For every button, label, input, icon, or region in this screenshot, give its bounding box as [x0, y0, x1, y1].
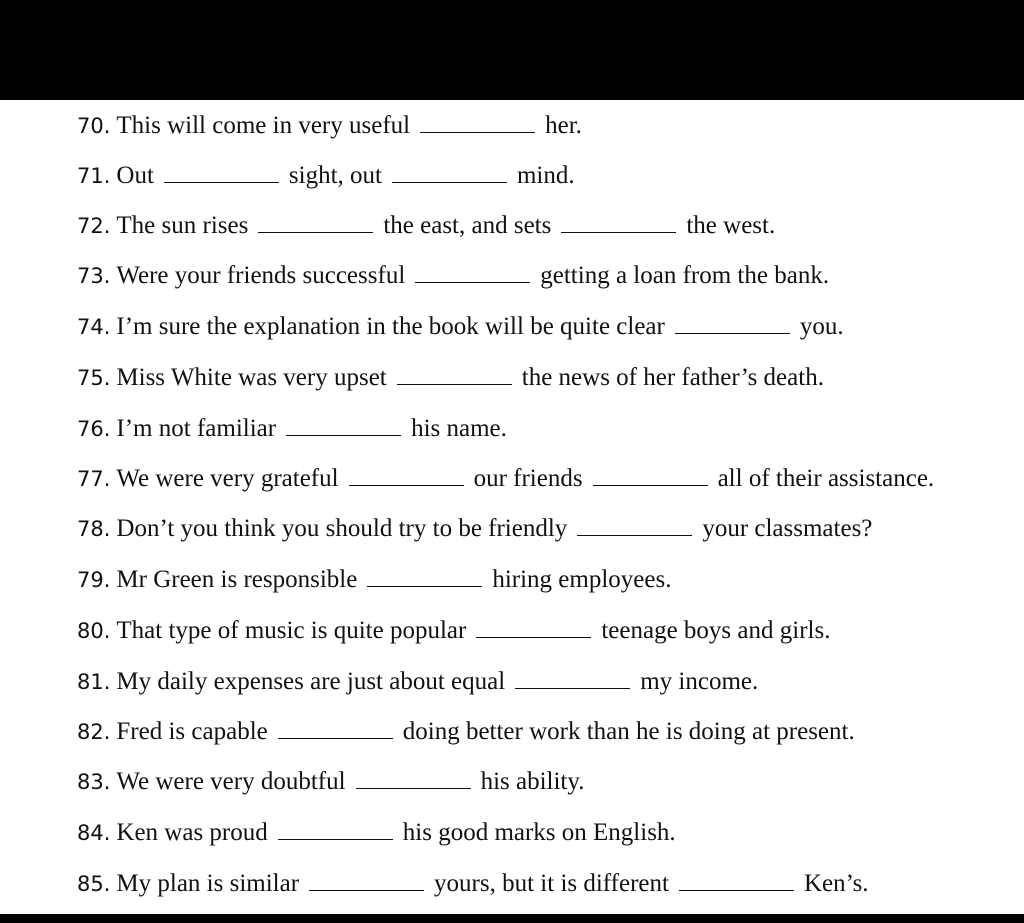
question-text: Don’t you think you should try to be friendly [116, 515, 568, 542]
question-text: This will come in very useful [116, 112, 411, 139]
top-black-bar [0, 0, 1024, 100]
answer-blank[interactable] [675, 311, 790, 334]
question-number: 74. [77, 315, 111, 339]
question-number: 81. [77, 670, 111, 694]
question-text: our friends [473, 465, 583, 492]
question-text: My daily expenses are just about equal [116, 668, 506, 695]
answer-blank[interactable] [367, 564, 482, 587]
question-71 [77, 159, 575, 193]
question-text: sight, out [288, 162, 382, 189]
question-text: I’m sure the explanation in the book will be quite clear [116, 313, 665, 340]
question-text: My plan is similar [116, 870, 300, 897]
answer-blank[interactable] [593, 463, 708, 486]
question-text: his name. [411, 415, 507, 442]
question-text: his ability. [480, 768, 585, 795]
question-76 [77, 412, 507, 446]
question-70 [77, 109, 582, 143]
question-text: getting a loan from the bank. [540, 262, 830, 289]
question-85 [77, 867, 869, 901]
question-text: The sun rises [116, 212, 249, 239]
answer-blank[interactable] [577, 513, 692, 536]
question-text: We were very grateful [116, 465, 339, 492]
question-number: 82. [77, 720, 111, 744]
question-text: hiring employees. [492, 566, 672, 593]
question-text: his good marks on English. [402, 819, 676, 846]
question-number: 75. [77, 366, 111, 390]
answer-blank[interactable] [309, 868, 424, 891]
answer-blank[interactable] [286, 413, 401, 436]
question-number: 85. [77, 872, 111, 896]
question-text: Ken was proud [116, 819, 268, 846]
answer-blank[interactable] [420, 110, 535, 133]
question-text: you. [799, 313, 844, 340]
question-text: the east, and sets [383, 212, 552, 239]
question-text: doing better work than he is doing at present. [402, 718, 855, 745]
answer-blank[interactable] [278, 817, 393, 840]
question-text: That type of music is quite popular [116, 617, 467, 644]
answer-blank[interactable] [397, 362, 512, 385]
question-text: We were very doubtful [116, 768, 346, 795]
question-78 [77, 512, 872, 546]
question-number: 83. [77, 770, 111, 794]
question-number: 71. [77, 164, 111, 188]
question-75 [77, 361, 824, 395]
question-text: mind. [516, 162, 575, 189]
question-74 [77, 310, 844, 344]
answer-blank[interactable] [258, 210, 373, 233]
question-84 [77, 816, 676, 850]
question-text: Miss White was very upset [116, 364, 387, 391]
question-79 [77, 563, 671, 597]
answer-blank[interactable] [415, 260, 530, 283]
question-number: 77. [77, 467, 111, 491]
bottom-black-bar [0, 914, 1024, 923]
question-number: 84. [77, 821, 111, 845]
question-77 [77, 462, 934, 496]
question-73 [77, 259, 829, 293]
answer-blank[interactable] [679, 868, 794, 891]
question-number: 80. [77, 619, 111, 643]
question-number: 72. [77, 214, 111, 238]
question-text: I’m not familiar [116, 415, 277, 442]
answer-blank[interactable] [515, 666, 630, 689]
question-text: yours, but it is different [434, 870, 669, 897]
question-text: the west. [686, 212, 776, 239]
question-number: 70. [77, 114, 111, 138]
question-text: her. [545, 112, 582, 139]
question-text: Fred is capable [116, 718, 268, 745]
question-number: 78. [77, 517, 111, 541]
worksheet-page [0, 100, 1024, 914]
question-72 [77, 209, 775, 243]
question-80 [77, 614, 830, 648]
question-number: 73. [77, 264, 111, 288]
answer-blank[interactable] [278, 716, 393, 739]
question-text: the news of her father’s death. [521, 364, 824, 391]
question-text: my income. [640, 668, 759, 695]
question-number: 79. [77, 568, 111, 592]
answer-blank[interactable] [164, 160, 279, 183]
question-text: teenage boys and girls. [601, 617, 831, 644]
question-text: Out [116, 162, 154, 189]
question-number: 76. [77, 417, 111, 441]
question-83 [77, 765, 585, 799]
answer-blank[interactable] [349, 463, 464, 486]
question-text: Ken’s. [803, 870, 869, 897]
answer-blank[interactable] [356, 766, 471, 789]
answer-blank[interactable] [561, 210, 676, 233]
question-text: all of their assistance. [717, 465, 935, 492]
answer-blank[interactable] [392, 160, 507, 183]
answer-blank[interactable] [476, 615, 591, 638]
question-81 [77, 665, 758, 699]
question-text: Were your friends successful [116, 262, 406, 289]
question-text: your classmates? [702, 515, 873, 542]
question-text: Mr Green is responsible [116, 566, 358, 593]
question-82 [77, 715, 855, 749]
